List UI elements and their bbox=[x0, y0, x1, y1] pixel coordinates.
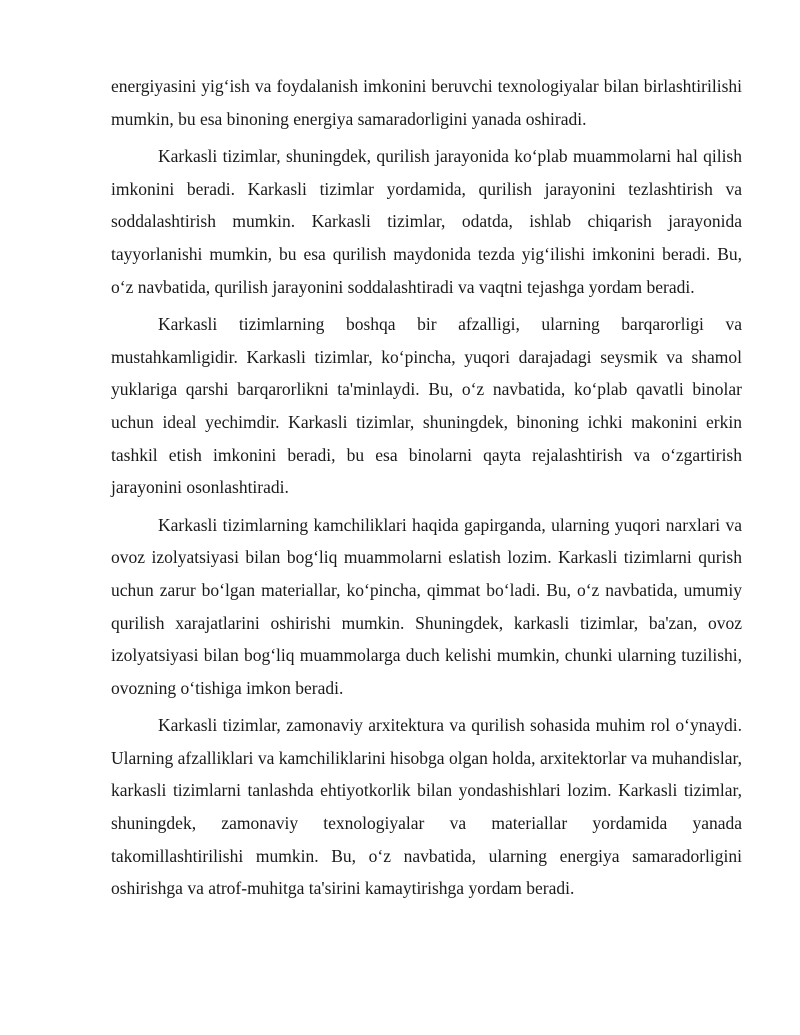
paragraph-continuation: energiyasini yig‘ish va foydalanish imkonini beruvchi texnologiyalar bilan birlashtirilishi mumkin, bu esa binoning energiya samaradorligini yanada oshiradi. bbox=[111, 76, 742, 129]
document-body bbox=[111, 70, 742, 910]
paragraph-conclusion: Karkasli tizimlar, zamonaviy arxitektura va qurilish sohasida muhim rol o‘ynaydi. Ularning afzalliklari va kamchiliklarini hisobga olgan holda, arxitektorlar va muhandislar, karkasli tizimlarni tanlashda ehtiyotkorlik bilan yondashishlari lozim. Karkasli tizimlar, shuningdek, zamonaviy texnologiyalar va materiallar yordamida yanada takomillashtirilishi mumkin. Bu, o‘z navbatida, ularning energiya samaradorligini oshirishga va atrof-muhitga ta'sirini kamaytirishga yordam beradi. bbox=[111, 715, 742, 899]
paragraph-stability: Karkasli tizimlarning boshqa bir afzalligi, ularning barqarorligi va mustahkamligidir. Karkasli tizimlar, ko‘pincha, yuqori darajadagi seysmik va shamol yuklariga qarshi barqarorlikni ta'minlaydi. Bu, o‘z navbatida, ko‘plab qavatli binolar uchun ideal yechimdir. Karkasli tizimlar, shuningdek, binoning ichki makonini erkin tashkil etish imkonini beradi, bu esa binolarni qayta rejalashtirish va o‘zgartirish jarayonini osonlashtiradi. bbox=[111, 314, 742, 498]
paragraph-construction-process: Karkasli tizimlar, shuningdek, qurilish jarayonida ko‘plab muammolarni hal qilish imkonini beradi. Karkasli tizimlar yordamida, qurilish jarayonini tezlashtirish va soddalashtirish mumkin. Karkasli tizimlar, odatda, ishlab chiqarish jarayonida tayyorlanishi mumkin, bu esa qurilish maydonida tezda yig‘ilishi imkonini beradi. Bu, o‘z navbatida, qurilish jarayonini soddalashtiradi va vaqtni tejashga yordam beradi. bbox=[111, 146, 742, 297]
paragraph-drawbacks: Karkasli tizimlarning kamchiliklari haqida gapirganda, ularning yuqori narxlari va ovoz izolyatsiyasi bilan bog‘liq muammolarni eslatish lozim. Karkasli tizimlarni qurish uchun zarur bo‘lgan materiallar, ko‘pincha, qimmat bo‘ladi. Bu, o‘z navbatida, umumiy qurilish xarajatlarini oshirishi mumkin. Shuningdek, karkasli tizimlar, ba'zan, ovoz izolyatsiyasi bilan bog‘liq muammolarga duch kelishi mumkin, chunki ularning tuzilishi, ovozning o‘tishiga imkon beradi. bbox=[111, 514, 742, 698]
